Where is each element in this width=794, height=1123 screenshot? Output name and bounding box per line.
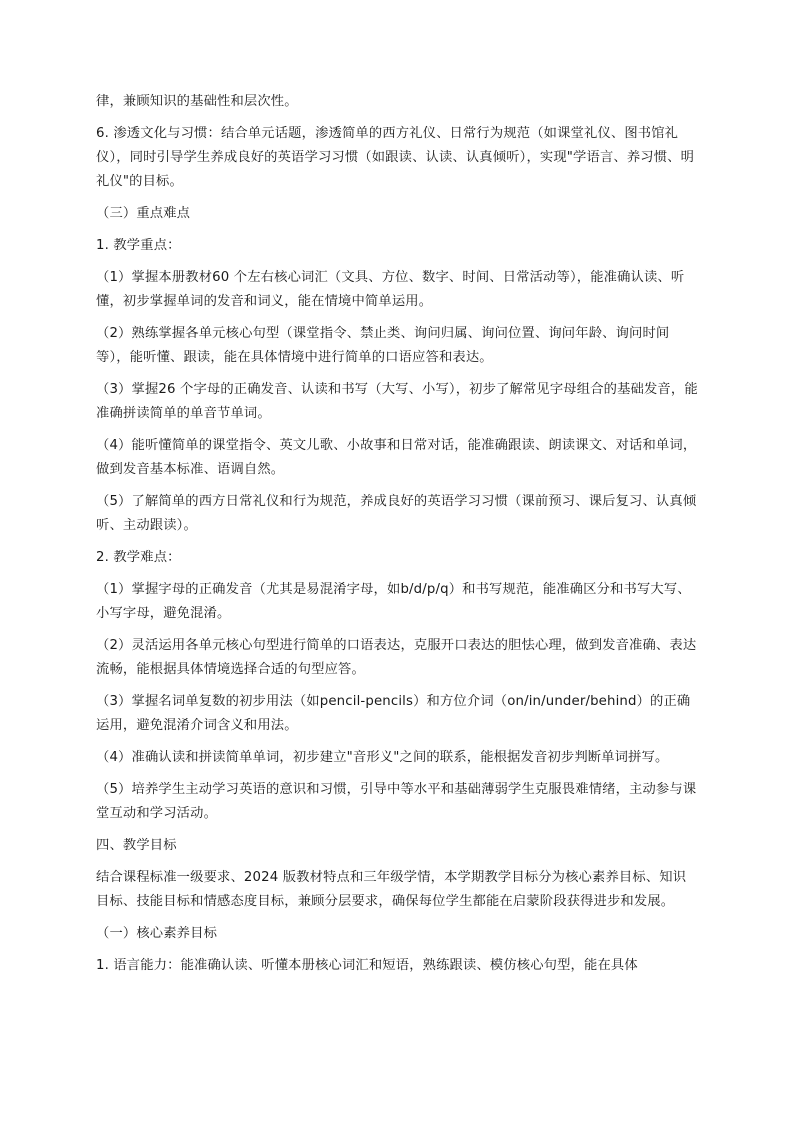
list-item: （4）能听懂简单的课堂指令、英文儿歌、小故事和日常对话，能准确跟读、朗读课文、对话和单词，做到发音基本标准、语调自然。 [96, 438, 697, 477]
subsection-heading: 2. 教学难点： [96, 550, 181, 565]
list-item: （2）熟练掌握各单元核心句型（课堂指令、禁止类、询问归属、询问位置、询问年龄、询问时间等），能听懂、跟读，能在具体情境中进行简单的口语应答和表达。 [96, 326, 670, 365]
list-item: （3）掌握名词单复数的初步用法（如pencil-pencils）和方位介词（on/in/under/behind）的正确运用，避免混淆介词含义和用法。 [96, 694, 691, 733]
document-body [96, 90, 698, 986]
subsection-heading: 1. 教学重点： [96, 238, 181, 253]
section-heading: 四、教学目标 [96, 838, 177, 853]
paragraph: 结合课程标准一级要求、2024 版教材特点和三年级学情，本学期教学目标分为核心素养目标、知识目标、技能目标和情感态度目标，兼顾分层要求，确保每位学生都能在启蒙阶段获得进步和发展。 [96, 870, 687, 909]
list-item: （5）培养学生主动学习英语的意识和习惯，引导中等水平和基础薄弱学生克服畏难情绪，主动参与课堂互动和学习活动。 [96, 782, 697, 821]
subsection-heading: （一）核心素养目标 [96, 926, 218, 941]
paragraph: 1. 语言能力：能准确认读、听懂本册核心词汇和短语，熟练跟读、模仿核心句型，能在具体 [96, 958, 638, 973]
list-item: （1）掌握本册教材60 个左右核心词汇（文具、方位、数字、时间、日常活动等），能准确认读、听懂，初步掌握单词的发音和词义，能在情境中简单运用。 [96, 270, 685, 309]
list-item: （3）掌握26 个字母的正确发音、认读和书写（大写、小写），初步了解常见字母组合的基础发音，能准确拼读简单的单音节单词。 [96, 382, 698, 421]
list-item: （4）准确认读和拼读简单单词，初步建立"音形义"之间的联系，能根据发音初步判断单词拼写。 [96, 750, 669, 765]
paragraph: 律，兼顾知识的基础性和层次性。 [96, 94, 298, 109]
section-heading: （三）重点难点 [96, 206, 191, 221]
list-item: （2）灵活运用各单元核心句型进行简单的口语表达，克服开口表达的胆怯心理，做到发音准确、表达流畅，能根据具体情境选择合适的句型应答。 [96, 638, 697, 677]
list-item: （5）了解简单的西方日常礼仪和行为规范，养成良好的英语学习习惯（课前预习、课后复习、认真倾听、主动跟读）。 [96, 494, 697, 533]
list-item: （1）掌握字母的正确发音（尤其是易混淆字母，如b/d/p/q）和书写规范，能准确区分和书写大写、小写字母，避免混淆。 [96, 582, 691, 621]
paragraph: 6. 渗透文化与习惯：结合单元话题，渗透简单的西方礼仪、日常行为规范（如课堂礼仪、图书馆礼仪），同时引导学生养成良好的英语学习习惯（如跟读、认读、认真倾听），实现"学语言、养习惯、明礼仪"的目标。 [96, 126, 695, 189]
